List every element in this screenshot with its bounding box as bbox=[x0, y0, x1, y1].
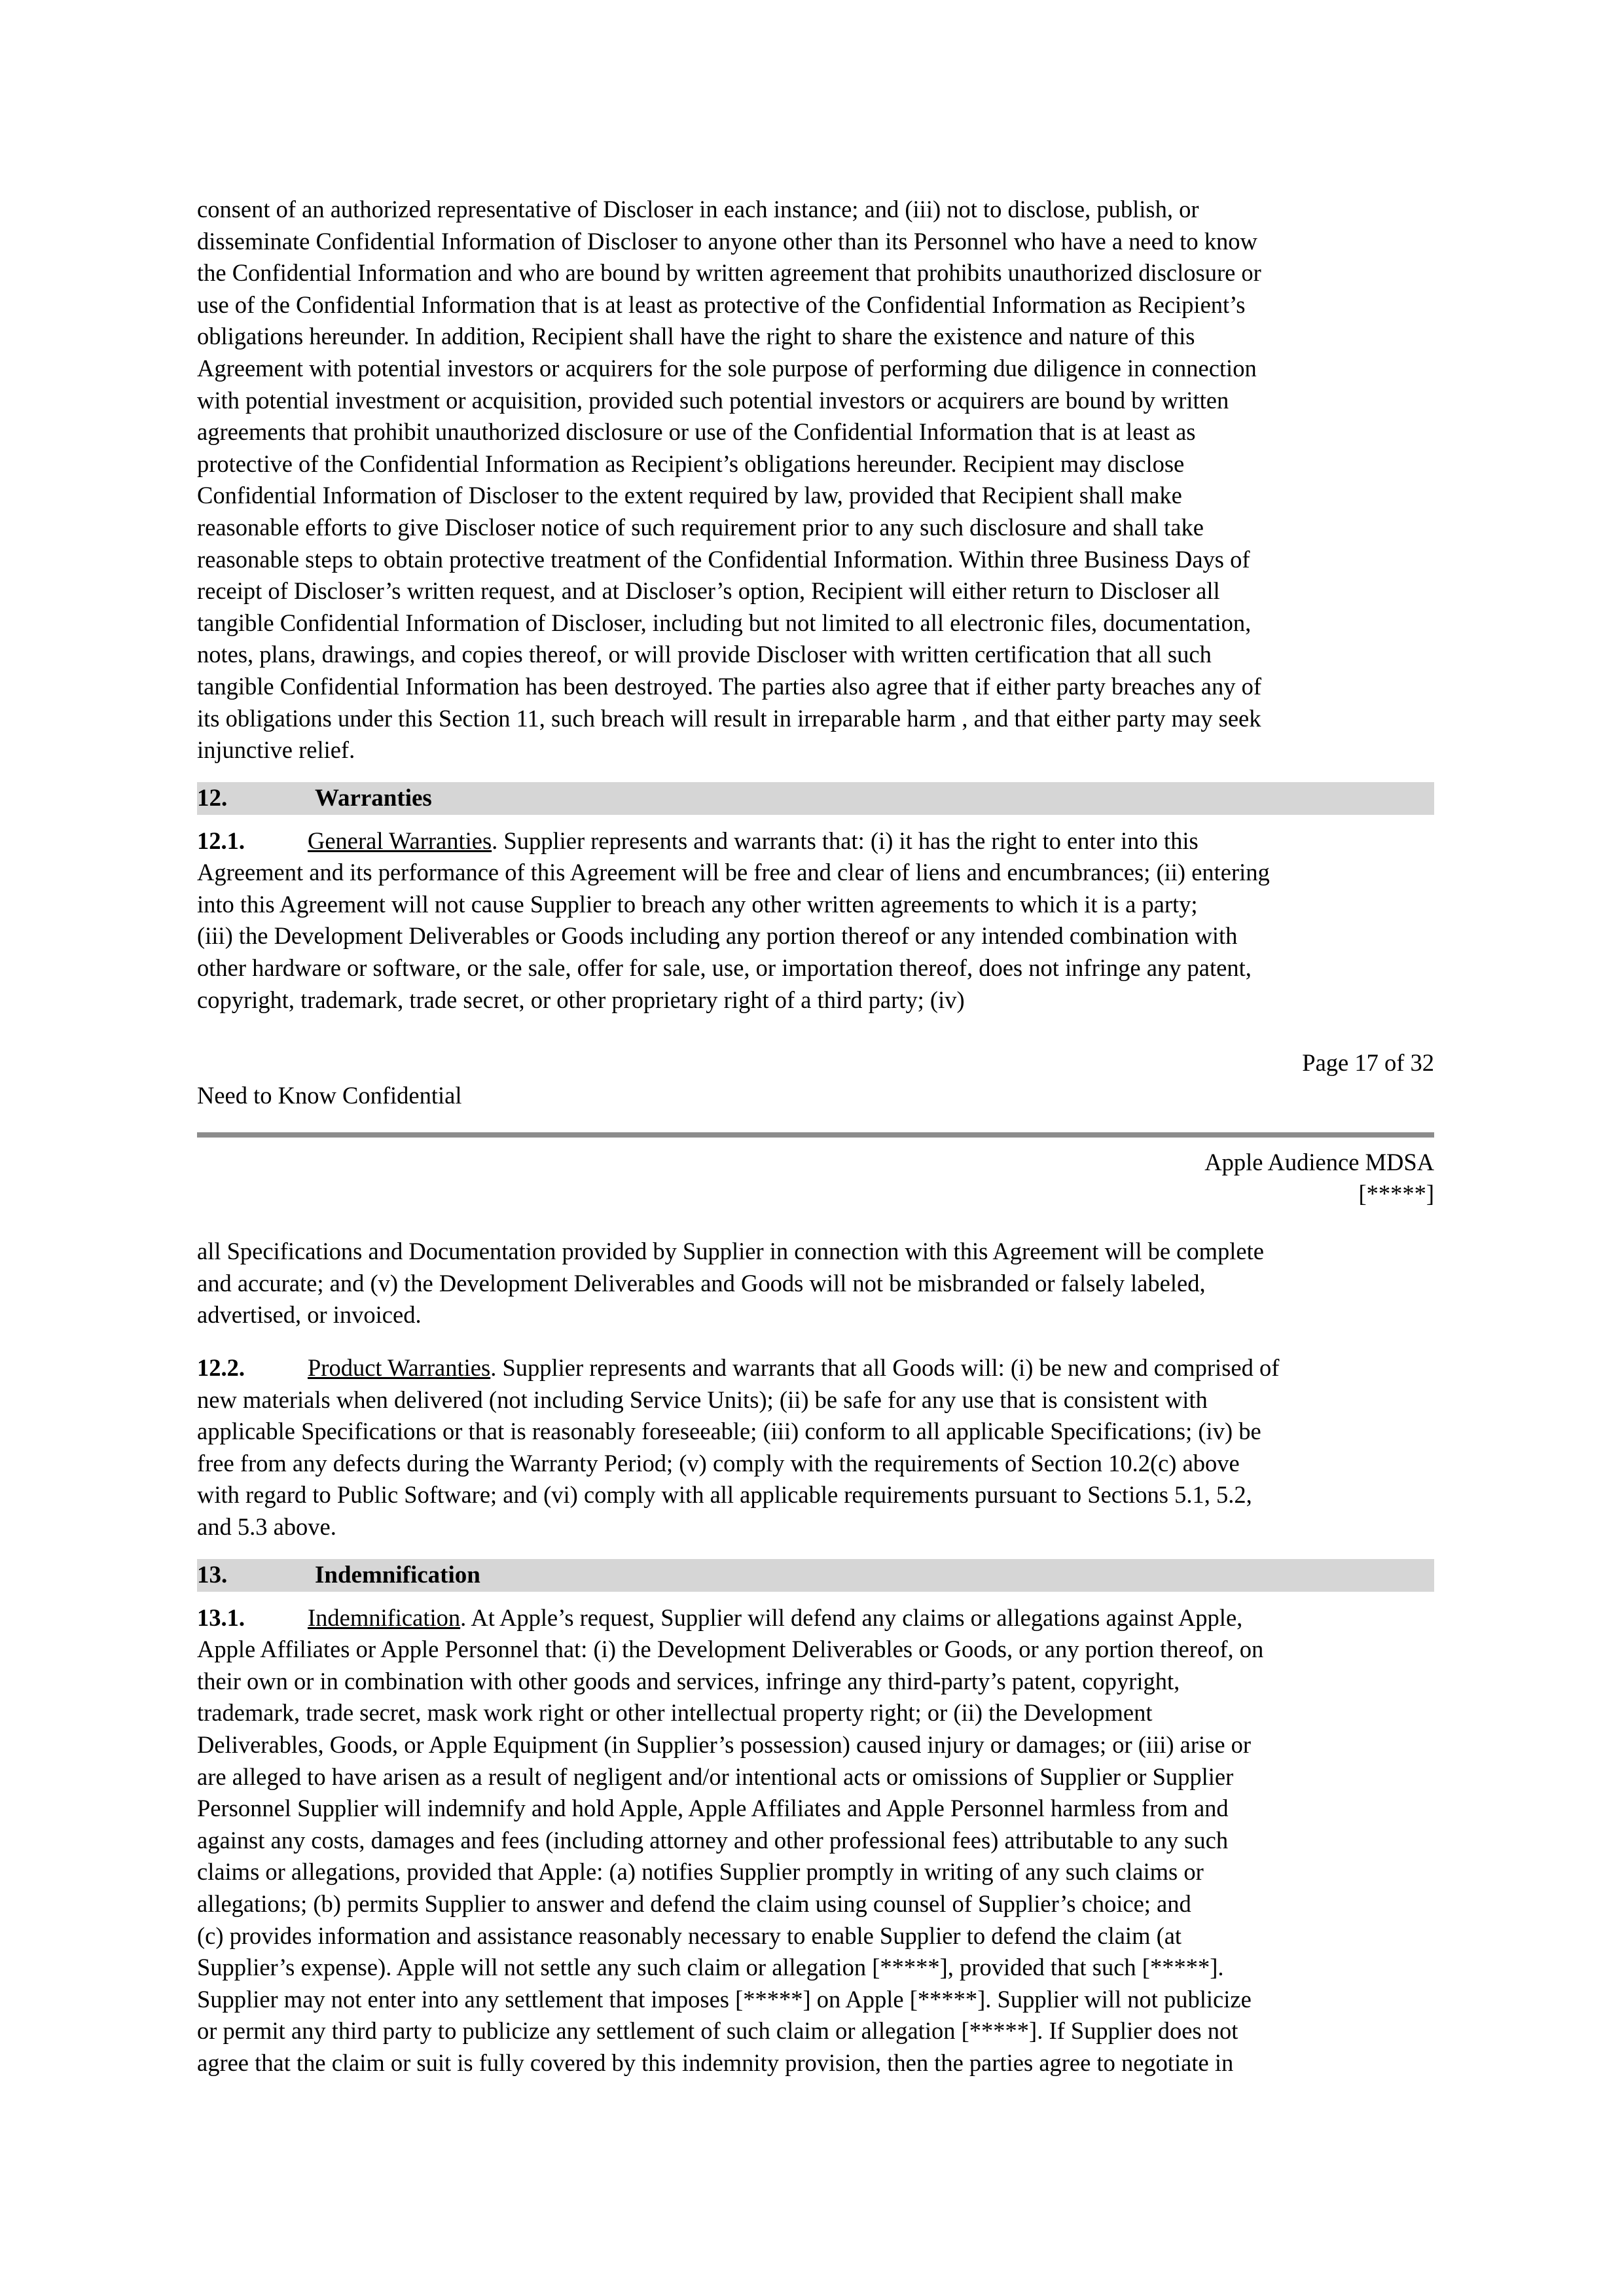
section-13-1-text-line: allegations; (b) permits Supplier to answer and defend the claim using counsel of Supplier’s choice; and bbox=[197, 1890, 1191, 1917]
confidential-label: Need to Know Confidential bbox=[197, 1082, 462, 1109]
section-13-1-text-line: Personnel Supplier will indemnify and hold Apple, Apple Affiliates and Apple Personnel harmless from and bbox=[197, 1795, 1229, 1822]
section-13-1-heading: Indemnification bbox=[308, 1604, 461, 1631]
section-12-1-text-line: (iii) the Development Deliverables or Goods including any portion thereof or any intended combination with bbox=[197, 922, 1238, 950]
section-13-heading-bar bbox=[197, 1559, 1434, 1592]
section-13-1-text-line: agree that the claim or suit is fully covered by this indemnity provision, then the parties agree to negotiate in bbox=[197, 2049, 1234, 2076]
section-11-text-line: its obligations under this Section 11, such breach will result in irreparable harm , and that either party may seek bbox=[197, 704, 1261, 732]
section-11-text-line: protective of the Confidential Information as Recipient’s obligations hereunder. Recipient may disclose bbox=[197, 450, 1185, 477]
section-12-heading-bar bbox=[197, 782, 1434, 815]
section-12-2-number: 12.2. bbox=[197, 1354, 245, 1382]
section-13-1-text-line: (c) provides information and assistance reasonably necessary to enable Supplier to defend the claim (at bbox=[197, 1922, 1182, 1949]
section-13-1-text-line: or permit any third party to publicize any settlement of such claim or allegation [*****]. If Supplier does not bbox=[197, 2017, 1238, 2045]
section-11-text-line: notes, plans, drawings, and copies thereof, or will provide Discloser with written certification that all such bbox=[197, 641, 1212, 668]
section-11-text-line: disseminate Confidential Information of Discloser to anyone other than its Personnel who have a need to know bbox=[197, 227, 1257, 255]
section-11-text-line: obligations hereunder. In addition, Recipient shall have the right to share the existence and nature of this bbox=[197, 323, 1195, 350]
section-11-text-line: reasonable steps to obtain protective treatment of the Confidential Information. Within three Business Days of bbox=[197, 545, 1250, 573]
section-11-text-line: consent of an authorized representative of Discloser in each instance; and (iii) not to disclose, publish, or bbox=[197, 196, 1199, 223]
section-12-cont-text-line: all Specifications and Documentation provided by Supplier in connection with this Agreement will be complete bbox=[197, 1238, 1264, 1265]
header-redaction: [*****] bbox=[1358, 1180, 1434, 1208]
section-12-1-text-line: other hardware or software, or the sale, offer for sale, use, or importation thereof, does not infringe any patent, bbox=[197, 954, 1252, 982]
section-11-text-line: use of the Confidential Information that is at least as protective of the Confidential Information as Recipient’s bbox=[197, 291, 1246, 318]
section-13-number: 13. bbox=[197, 1561, 228, 1588]
section-12-1-heading: General Warranties bbox=[308, 827, 492, 854]
section-11-text-line: with potential investment or acquisition, provided such potential investors or acquirers are bound by written bbox=[197, 386, 1229, 414]
section-12-1-paragraph bbox=[197, 825, 1434, 1016]
section-12-2-text-line: applicable Specifications or that is reasonably foreseeable; (iii) conform to all applicable Specifications; (iv) be bbox=[197, 1418, 1261, 1445]
section-12-1-number: 12.1. bbox=[197, 827, 245, 854]
section-11-text-line: tangible Confidential Information of Discloser, including but not limited to all electronic files, documentation, bbox=[197, 609, 1252, 636]
section-12-title: Warranties bbox=[315, 784, 432, 812]
section-11-text-line: reasonable efforts to give Discloser notice of such requirement prior to any such disclosure and shall take bbox=[197, 513, 1204, 541]
section-12-1-text-line: into this Agreement will not cause Supplier to breach any other written agreements to which it is a party; bbox=[197, 890, 1198, 918]
section-13-1-first-line-text: . At Apple’s request, Supplier will defend any claims or allegations against Apple, bbox=[460, 1604, 1243, 1631]
section-13-1-first-line bbox=[197, 1602, 1434, 1634]
section-11-text-line: receipt of Discloser’s written request, and at Discloser’s option, Recipient will either return to Discloser all bbox=[197, 577, 1220, 605]
section-13-1-text-line: are alleged to have arisen as a result of negligent and/or intentional acts or omissions of Supplier or Supplier bbox=[197, 1763, 1234, 1790]
section-12-continuation-paragraph bbox=[197, 1236, 1434, 1331]
section-13-1-text-line: against any costs, damages and fees (including attorney and other professional fees) attributable to any such bbox=[197, 1826, 1229, 1854]
section-13-1-text-line: Apple Affiliates or Apple Personnel that: (i) the Development Deliverables or Goods, or any portion thereof, on bbox=[197, 1636, 1264, 1663]
section-13-1-text-line: Supplier’s expense). Apple will not settle any such claim or allegation [*****], provided that such [*****]. bbox=[197, 1954, 1224, 1981]
section-12-2-text-line: free from any defects during the Warranty Period; (v) comply with the requirements of Section 10.2(c) above bbox=[197, 1449, 1240, 1477]
section-12-2-first-line bbox=[197, 1352, 1434, 1384]
section-12-2-text-line: and 5.3 above. bbox=[197, 1513, 336, 1540]
header-title: Apple Audience MDSA bbox=[1204, 1149, 1434, 1176]
section-13-1-text-line: their own or in combination with other goods and services, infringe any third-party’s patent, copyright, bbox=[197, 1667, 1180, 1695]
section-12-1-text-line: Agreement and its performance of this Agreement will be free and clear of liens and encumbrances; (ii) entering bbox=[197, 859, 1270, 886]
page-number: Page 17 of 32 bbox=[1302, 1049, 1434, 1077]
section-12-cont-text-line: advertised, or invoiced. bbox=[197, 1301, 422, 1329]
section-13-1-text-line: Supplier may not enter into any settlement that imposes [*****] on Apple [*****]. Supplier will not publicize bbox=[197, 1985, 1252, 2013]
section-12-1-first-line-text: . Supplier represents and warrants that: (i) it has the right to enter into this bbox=[492, 827, 1199, 854]
section-13-1-body bbox=[197, 1634, 1434, 2079]
section-12-2-body bbox=[197, 1384, 1434, 1543]
section-12-2-text-line: new materials when delivered (not including Service Units); (ii) be safe for any use that is consistent with bbox=[197, 1386, 1208, 1413]
section-11-text-line: agreements that prohibit unauthorized disclosure or use of the Confidential Information that is at least as bbox=[197, 418, 1196, 446]
document-page bbox=[197, 194, 1434, 2079]
section-11-text-line: tangible Confidential Information has been destroyed. The parties also agree that if either party breaches any of bbox=[197, 672, 1262, 700]
page-header bbox=[197, 1147, 1434, 1210]
section-12-1-body bbox=[197, 857, 1434, 1016]
section-13-1-text-line: trademark, trade secret, mask work right or other intellectual property right; or (ii) the Development bbox=[197, 1699, 1153, 1727]
section-13-1-paragraph bbox=[197, 1602, 1434, 2079]
page-break-rule bbox=[197, 1132, 1434, 1138]
section-11-text-line: injunctive relief. bbox=[197, 736, 355, 764]
section-13-1-text-line: claims or allegations, provided that Apple: (a) notifies Supplier promptly in writing of any such claims or bbox=[197, 1858, 1204, 1886]
section-11-text-line: Agreement with potential investors or acquirers for the sole purpose of performing due diligence in connection bbox=[197, 354, 1257, 382]
section-12-2-heading: Product Warranties bbox=[308, 1354, 491, 1382]
section-13-1-text-line: Deliverables, Goods, or Apple Equipment (in Supplier’s possession) caused injury or damages; or (iii) arise or bbox=[197, 1731, 1252, 1758]
section-12-2-paragraph bbox=[197, 1352, 1434, 1543]
section-12-1-first-line bbox=[197, 825, 1434, 857]
page-footer bbox=[197, 1047, 1434, 1111]
section-11-text-line: the Confidential Information and who are bound by written agreement that prohibits unauthorized disclosure or bbox=[197, 259, 1261, 287]
section-12-2-text-line: with regard to Public Software; and (vi) comply with all applicable requirements pursuant to Sections 5.1, 5.2, bbox=[197, 1481, 1252, 1509]
section-11-tail-paragraph bbox=[197, 194, 1434, 766]
section-12-1-text-line: copyright, trademark, trade secret, or other proprietary right of a third party; (iv) bbox=[197, 986, 965, 1013]
section-11-text-line: Confidential Information of Discloser to the extent required by law, provided that Recipient shall make bbox=[197, 482, 1182, 509]
section-12-2-first-line-text: . Supplier represents and warrants that all Goods will: (i) be new and comprised of bbox=[490, 1354, 1280, 1382]
section-12-cont-text-line: and accurate; and (v) the Development Deliverables and Goods will not be misbranded or falsely labeled, bbox=[197, 1269, 1206, 1297]
section-13-title: Indemnification bbox=[315, 1561, 480, 1588]
section-12-number: 12. bbox=[197, 784, 228, 812]
section-13-1-number: 13.1. bbox=[197, 1604, 245, 1631]
